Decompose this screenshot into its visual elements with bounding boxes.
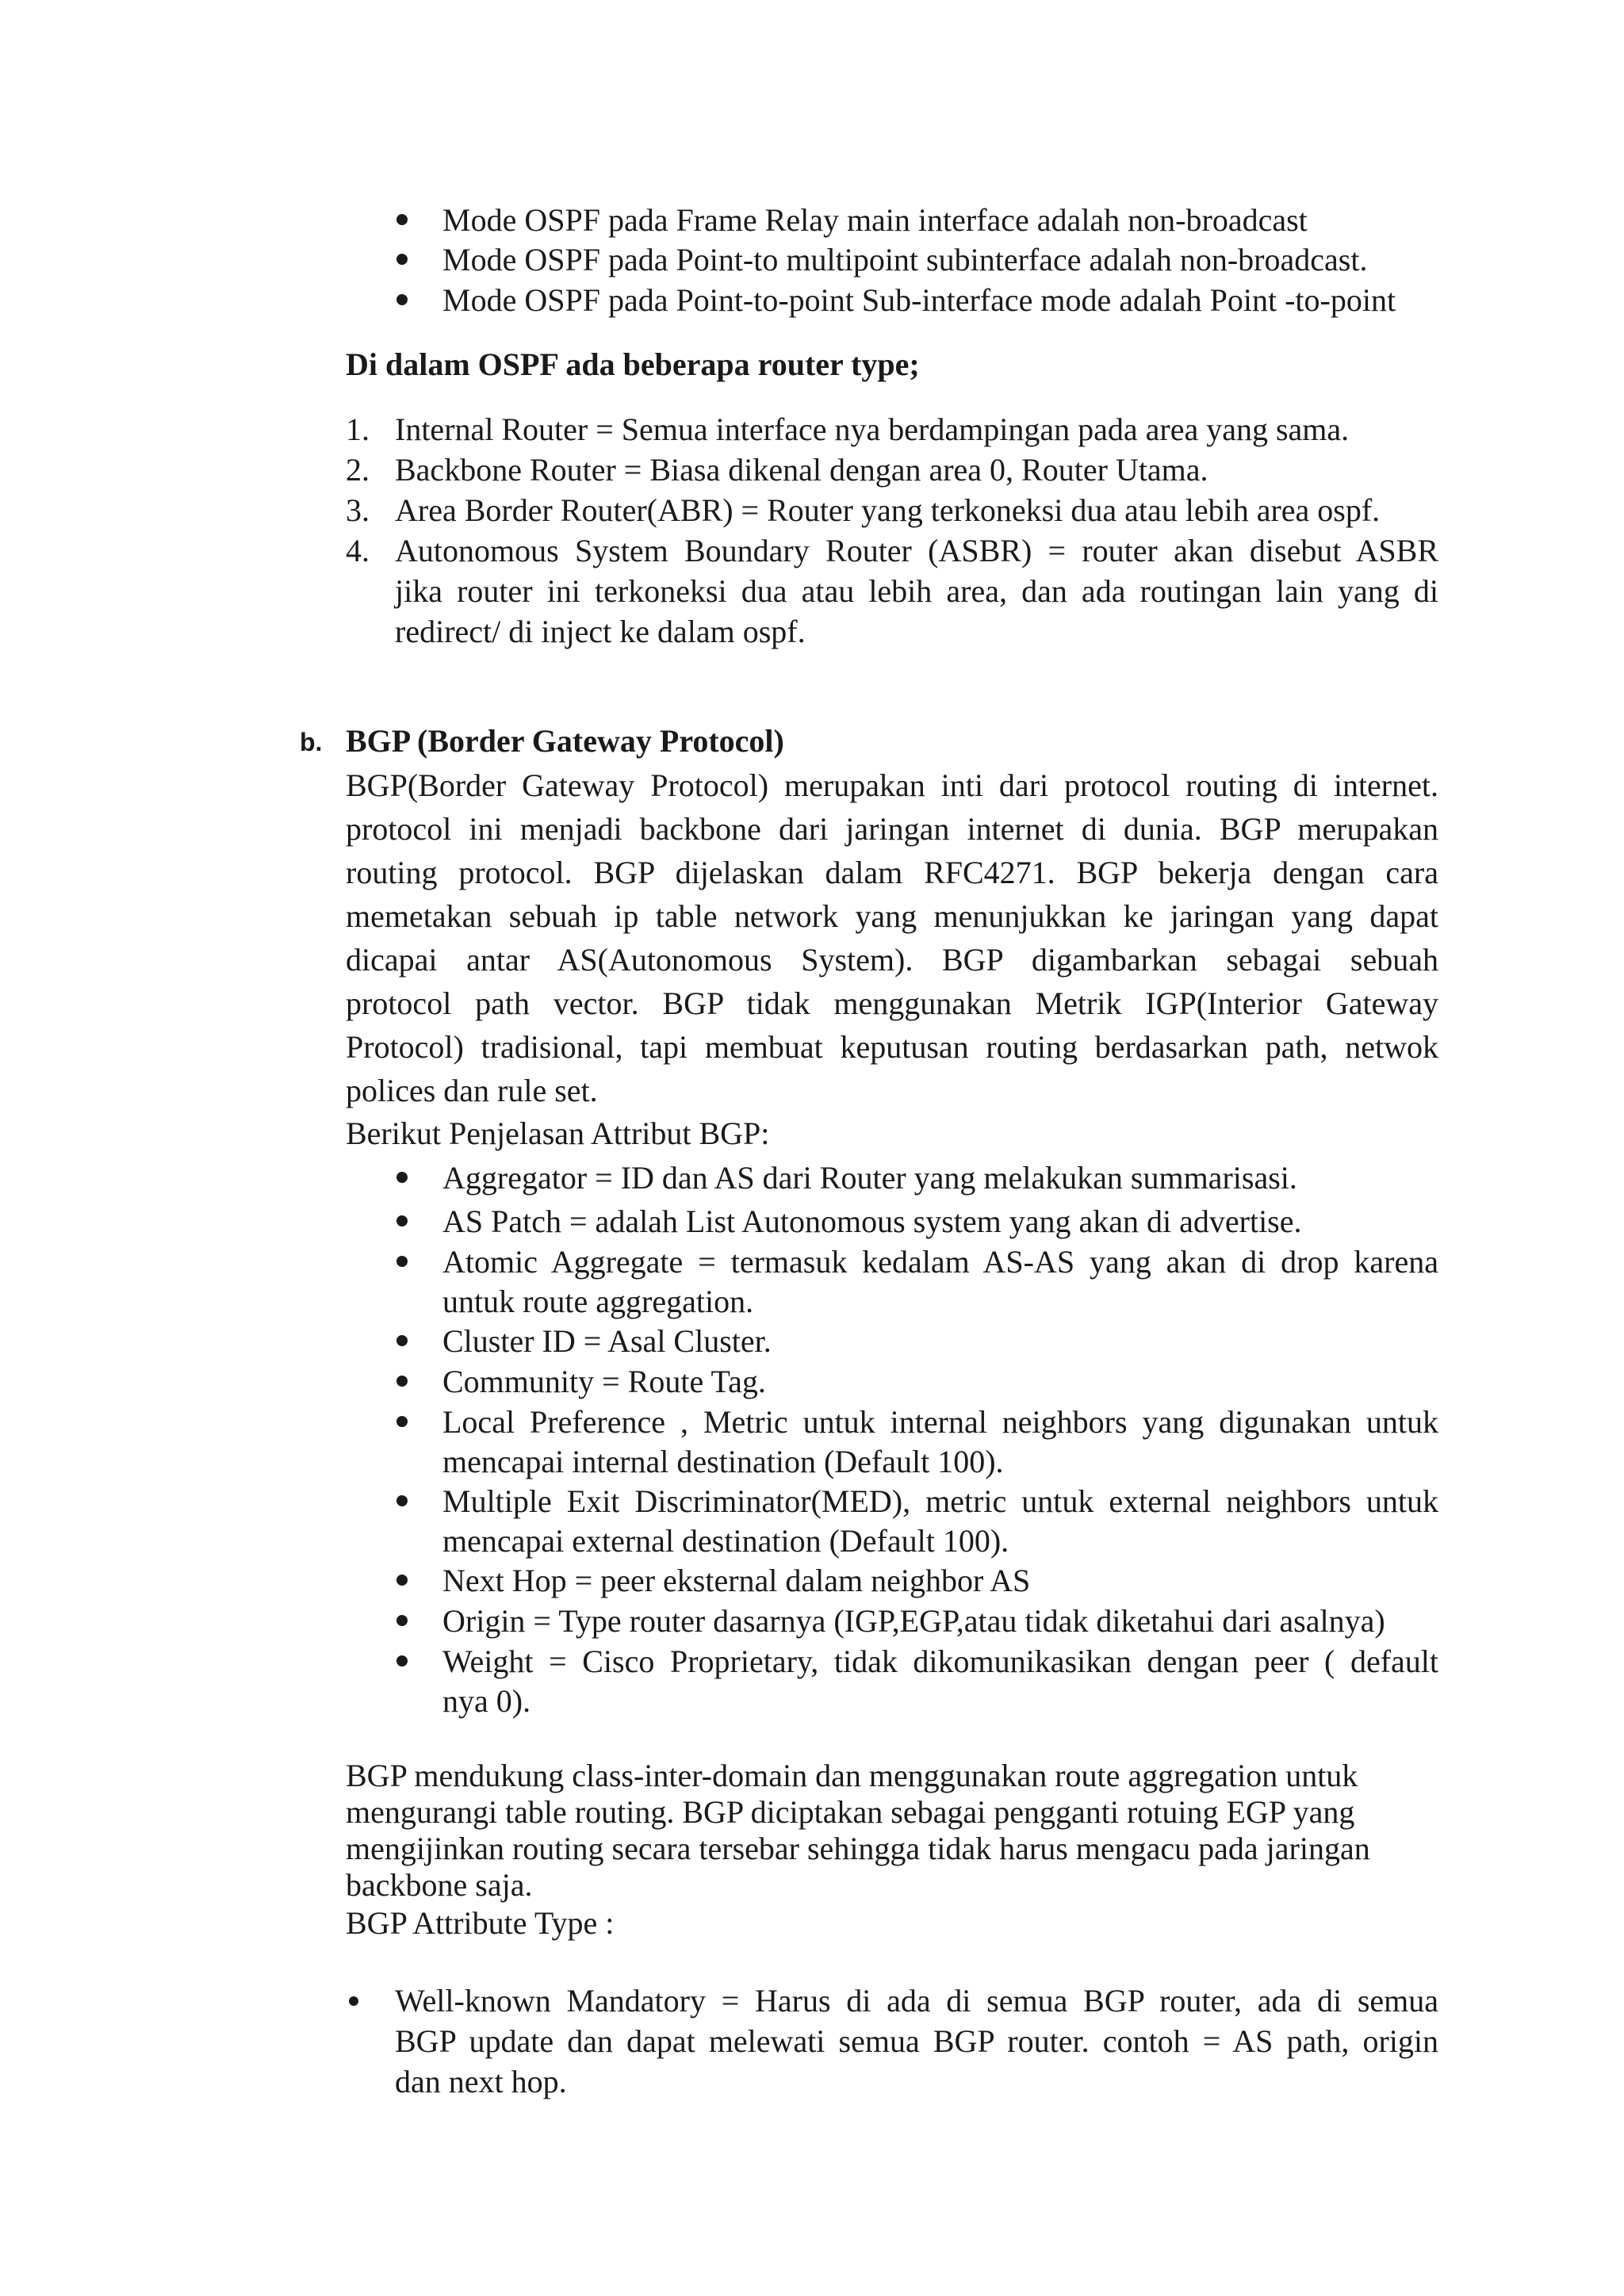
attribute-type-intro: BGP Attribute Type : (346, 1905, 615, 1941)
bullet-icon (396, 254, 408, 265)
bullet-icon (396, 1376, 408, 1387)
list-item-line: untuk route aggregation. (442, 1284, 754, 1319)
paragraph-line: mengijinkan routing secara tersebar sehingga tidak harus mengacu pada jaringan (346, 1831, 1370, 1866)
list-item-line: dan next hop. (395, 2064, 567, 2099)
list-item: Mode OSPF pada Point-to-point Sub-interface mode adalah Point -to-point (442, 282, 1396, 318)
paragraph-line: backbone saja. (346, 1867, 533, 1903)
list-item-line: BGP update dan dapat melewati semua BGP router. contoh = AS path, origin (395, 2023, 1438, 2059)
list-number: 2. (346, 452, 370, 488)
paragraph-line: routing protocol. BGP dijelaskan dalam RFC4271. BGP bekerja dengan cara (346, 855, 1438, 890)
list-item: Mode OSPF pada Point-to multipoint subinterface adalah non-broadcast. (442, 242, 1368, 277)
list-item-line: jika router ini terkoneksi dua atau lebih area, dan ada routingan lain yang di (395, 573, 1438, 609)
bullet-icon (396, 1335, 408, 1346)
bullet-icon (396, 1172, 408, 1183)
list-item-line: Weight = Cisco Proprietary, tidak dikomunikasikan dengan peer ( default (442, 1644, 1438, 1679)
list-item: AS Patch = adalah List Autonomous system yang akan di advertise. (442, 1203, 1302, 1239)
list-item-line: nya 0). (442, 1683, 531, 1719)
list-item: Next Hop = peer eksternal dalam neighbor AS (442, 1563, 1031, 1598)
paragraph-line: BGP mendukung class-inter-domain dan menggunakan route aggregation untuk (346, 1758, 1358, 1793)
paragraph-line: mengurangi table routing. BGP diciptakan sebagai pengganti rotuing EGP yang (346, 1794, 1355, 1830)
list-number: 3. (346, 492, 370, 528)
bgp-heading: BGP (Border Gateway Protocol) (346, 723, 784, 759)
list-item: Mode OSPF pada Frame Relay main interface adalah non-broadcast (442, 202, 1308, 238)
list-item: Cluster ID = Asal Cluster. (442, 1323, 772, 1359)
list-number: 4. (346, 533, 370, 568)
bullet-icon (396, 1575, 408, 1586)
list-item-line: Atomic Aggregate = termasuk kedalam AS-AS yang akan di drop karena (442, 1244, 1438, 1280)
paragraph-line: BGP(Border Gateway Protocol) merupakan inti dari protocol routing di internet. (346, 767, 1438, 803)
bullet-icon (396, 1256, 408, 1267)
bullet-icon (349, 1996, 358, 2006)
list-item: Origin = Type router dasarnya (IGP,EGP,atau tidak diketahui dari asalnya) (442, 1603, 1385, 1639)
bullet-icon (396, 1495, 408, 1506)
list-item: Aggregator = ID dan AS dari Router yang melakukan summarisasi. (442, 1160, 1297, 1196)
bullet-icon (396, 1416, 408, 1427)
bullet-icon (396, 214, 408, 225)
list-item-line: redirect/ di inject ke dalam ospf. (395, 614, 806, 649)
list-item-line: Autonomous System Boundary Router (ASBR) = router akan disebut ASBR (395, 533, 1438, 568)
list-item: Community = Route Tag. (442, 1364, 766, 1399)
paragraph-line: memetakan sebuah ip table network yang menunjukkan ke jaringan yang dapat (346, 898, 1438, 934)
paragraph-line: Protocol) tradisional, tapi membuat keputusan routing berdasarkan path, netwok (346, 1029, 1438, 1065)
bullet-icon (396, 294, 408, 305)
list-item-line: Local Preference , Metric untuk internal neighbors yang digunakan untuk (442, 1404, 1438, 1440)
list-item: Backbone Router = Biasa dikenal dengan area 0, Router Utama. (395, 452, 1208, 488)
bullet-icon (396, 1215, 408, 1226)
list-item: Area Border Router(ABR) = Router yang terkoneksi dua atau lebih area ospf. (395, 492, 1381, 528)
bullet-icon (396, 1615, 408, 1626)
paragraph-line: protocol ini menjadi backbone dari jaringan internet di dunia. BGP merupakan (346, 811, 1438, 847)
paragraph-line: protocol path vector. BGP tidak menggunakan Metrik IGP(Interior Gateway (346, 985, 1438, 1021)
list-number: 1. (346, 411, 370, 447)
list-item: Internal Router = Semua interface nya berdampingan pada area yang sama. (395, 411, 1350, 447)
list-item-line: mencapai external destination (Default 100). (442, 1523, 1009, 1559)
router-type-heading: Di dalam OSPF ada beberapa router type; (346, 346, 920, 382)
paragraph-line: dicapai antar AS(Autonomous System). BGP digambarkan sebagai sebuah (346, 942, 1438, 978)
bullet-icon (396, 1655, 408, 1667)
list-item-line: Well-known Mandatory = Harus di ada di semua BGP router, ada di semua (395, 1983, 1438, 2019)
attribute-intro: Berikut Penjelasan Attribut BGP: (346, 1115, 770, 1151)
list-item-line: Multiple Exit Discriminator(MED), metric untuk external neighbors untuk (442, 1483, 1438, 1519)
paragraph-line: polices dan rule set. (346, 1073, 598, 1108)
section-letter: b. (300, 728, 323, 756)
list-item-line: mencapai internal destination (Default 100). (442, 1444, 1004, 1479)
